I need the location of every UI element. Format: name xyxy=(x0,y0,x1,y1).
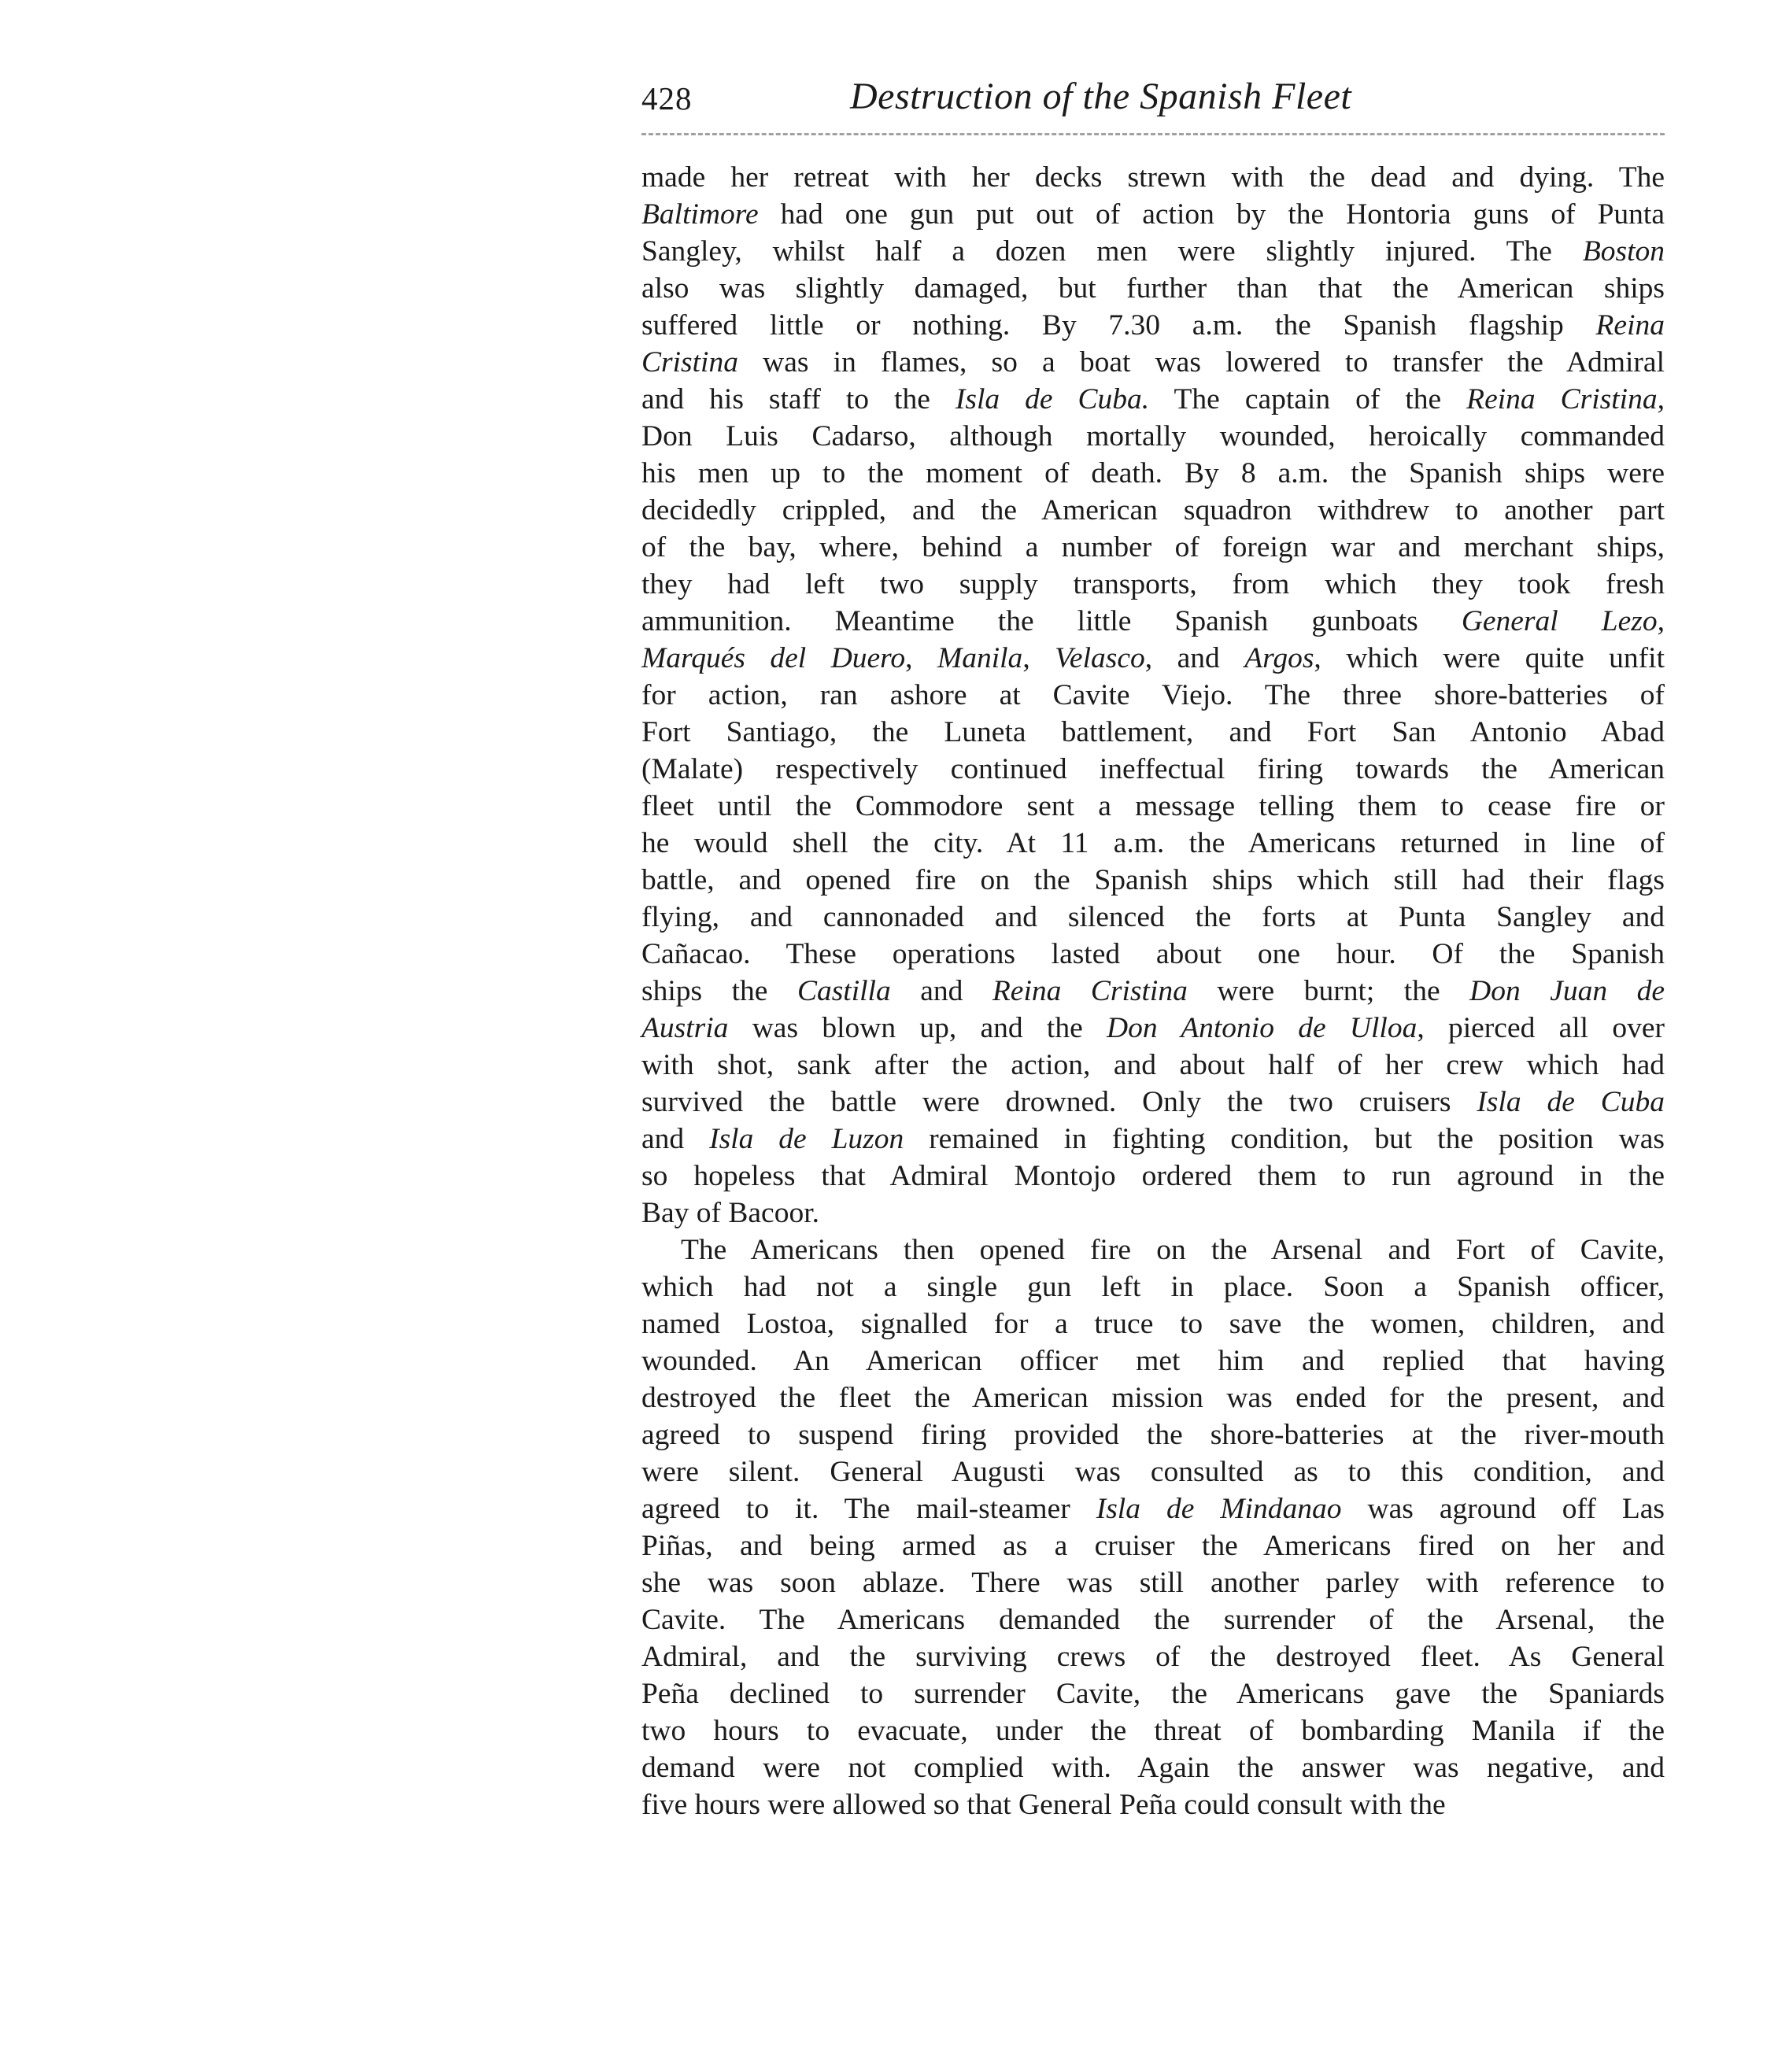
text-line xyxy=(641,714,1665,751)
text-line xyxy=(641,566,1665,603)
italic-ship-name: Velasco xyxy=(1055,642,1145,674)
text-run: demand were not complied with. Again the answer was negative, and xyxy=(641,1752,1665,1784)
text-run: , xyxy=(905,642,937,674)
text-line xyxy=(641,1453,1665,1490)
text-run: his men up to the moment of death. By 8 a.m. the Spanish ships were xyxy=(641,457,1665,489)
text-run: was blown up, and the xyxy=(728,1012,1107,1044)
italic-ship-name: Boston xyxy=(1582,235,1665,268)
page-number: 428 xyxy=(641,80,693,116)
text-run: was in flames, so a boat was lowered to transfer the Admiral xyxy=(737,346,1665,379)
text-line xyxy=(641,1047,1665,1084)
text-run: Fort Santiago, the Luneta battlement, and Fort San Antonio Abad xyxy=(641,716,1665,748)
text-run: battle, and opened fire on the Spanish ships which still had their flags xyxy=(641,864,1665,896)
text-run: decidedly crippled, and the American squadron withdrew to another part xyxy=(641,494,1665,526)
text-line xyxy=(641,1786,1665,1823)
text-run: and xyxy=(890,975,992,1007)
text-line xyxy=(641,1010,1665,1047)
italic-ship-name: Don Antonio de Ulloa xyxy=(1107,1012,1418,1044)
text-run: and xyxy=(641,1123,710,1155)
text-line xyxy=(641,492,1665,529)
text-run: flying, and cannonaded and silenced the forts at Punta Sangley and xyxy=(641,901,1665,933)
italic-ship-name: Reina Cristina xyxy=(992,975,1188,1007)
italic-ship-name: Austria xyxy=(641,1012,729,1044)
text-line xyxy=(641,1638,1665,1675)
text-line xyxy=(641,1306,1665,1343)
text-run: Piñas, and being armed as a cruiser the Americans fired on her and xyxy=(641,1530,1665,1562)
header-rule xyxy=(641,133,1665,135)
text-run: ships the xyxy=(641,975,797,1007)
text-run: fleet until the Commodore sent a message telling them to cease fire or xyxy=(641,790,1665,822)
text-run: agreed to it. The mail-steamer xyxy=(641,1493,1096,1525)
text-run: so hopeless that Admiral Montojo ordered them to run aground in the xyxy=(641,1160,1665,1192)
text-run: Cañacao. These operations lasted about one hour. Of the Spanish xyxy=(641,938,1665,970)
text-line xyxy=(641,1490,1665,1527)
text-run: Don Luis Cadarso, although mortally wounded, heroically commanded xyxy=(641,420,1665,452)
text-run: suffered little or nothing. By 7.30 a.m. the Spanish flagship xyxy=(641,309,1596,342)
text-run: he would shell the city. At 11 a.m. the Americans returned in line of xyxy=(641,827,1665,859)
text-run: Cavite. The Americans demanded the surrender of the Arsenal, the xyxy=(641,1604,1665,1636)
text-run: wounded. An American officer met him and replied that having xyxy=(641,1345,1665,1377)
text-line xyxy=(641,1269,1665,1306)
italic-ship-name: Manila xyxy=(937,642,1023,674)
text-run: named Lostoa, signalled for a truce to save the women, children, and xyxy=(641,1308,1665,1340)
running-title: Destruction of the Spanish Fleet xyxy=(850,76,1352,117)
text-run: survived the battle were drowned. Only the two cruisers xyxy=(641,1086,1477,1118)
book-page xyxy=(641,75,1665,1823)
text-run: was aground off Las xyxy=(1341,1493,1665,1525)
text-run: two hours to evacuate, under the threat of bombarding Manila if the xyxy=(641,1715,1665,1747)
text-run: , and xyxy=(1144,642,1245,674)
italic-ship-name: Isla de Luzon xyxy=(709,1123,904,1155)
text-run: (Malate) respectively continued ineffectual firing towards the American xyxy=(641,753,1665,785)
text-run: were silent. General Augusti was consulted as to this condition, and xyxy=(641,1456,1665,1488)
paragraph xyxy=(641,1232,1665,1823)
text-line xyxy=(641,751,1665,788)
text-line xyxy=(641,381,1665,418)
text-run: she was soon ablaze. There was still another parley with reference to xyxy=(641,1567,1665,1599)
text-run: also was slightly damaged, but further than that the American ships xyxy=(641,272,1665,305)
italic-ship-name: Isla de Cuba. xyxy=(955,383,1150,416)
italic-ship-name: General Lezo, xyxy=(1461,605,1665,637)
text-line xyxy=(641,455,1665,492)
body-text xyxy=(641,159,1665,1823)
text-run: Peña declined to surrender Cavite, the Americans gave the Spaniards xyxy=(641,1678,1665,1710)
paragraph xyxy=(641,159,1665,1232)
text-run: of the bay, where, behind a number of foreign war and merchant ships, xyxy=(641,531,1665,563)
text-line xyxy=(641,1712,1665,1749)
text-run: remained in fighting condition, but the position was xyxy=(904,1123,1665,1155)
text-line xyxy=(641,973,1665,1010)
text-run: The captain of the xyxy=(1149,383,1467,416)
text-run: they had left two supply transports, from which they took fresh xyxy=(641,568,1665,600)
text-run: for action, ran ashore at Cavite Viejo. The three shore-batteries of xyxy=(641,679,1665,711)
text-line xyxy=(641,270,1665,307)
text-line xyxy=(641,1121,1665,1158)
text-run: and his staff to the xyxy=(641,383,955,416)
text-line xyxy=(641,307,1665,344)
text-run: five hours were allowed so that General Peña could consult with the xyxy=(641,1789,1446,1821)
text-run: with shot, sank after the action, and about half of her crew which had xyxy=(641,1049,1665,1081)
text-run: agreed to suspend firing provided the shore-batteries at the river-mouth xyxy=(641,1419,1665,1451)
text-line xyxy=(641,1195,1665,1232)
text-line xyxy=(641,233,1665,270)
text-line xyxy=(641,603,1665,640)
text-line xyxy=(641,788,1665,825)
text-line xyxy=(641,1527,1665,1564)
text-run: Bay of Bacoor. xyxy=(641,1197,819,1229)
text-run: had one gun put out of action by the Hontoria guns of Punta xyxy=(758,198,1665,231)
text-run: The Americans then opened fire on the Arsenal and Fort of Cavite, xyxy=(681,1234,1665,1266)
italic-ship-name: Reina xyxy=(1595,309,1665,342)
text-line xyxy=(641,1675,1665,1712)
text-line xyxy=(641,418,1665,455)
italic-ship-name: Marqués del Duero xyxy=(641,642,906,674)
text-line xyxy=(641,1084,1665,1121)
italic-ship-name: Argos xyxy=(1244,642,1314,674)
text-line xyxy=(641,862,1665,899)
italic-ship-name: Isla de Mindanao xyxy=(1096,1493,1342,1525)
text-run: , which were quite unfit xyxy=(1314,642,1665,674)
text-line xyxy=(641,825,1665,862)
italic-ship-name: Reina Cristina, xyxy=(1466,383,1665,416)
text-run: ammunition. Meantime the little Spanish gunboats xyxy=(641,605,1462,637)
running-head xyxy=(641,75,1665,130)
italic-ship-name: Castilla xyxy=(797,975,891,1007)
text-line xyxy=(641,1232,1665,1269)
text-line xyxy=(641,159,1665,196)
text-run: Sangley, whilst half a dozen men were slightly injured. The xyxy=(641,235,1583,268)
text-run: , xyxy=(1022,642,1055,674)
text-line xyxy=(641,1601,1665,1638)
text-line xyxy=(641,677,1665,714)
text-line xyxy=(641,196,1665,233)
text-line xyxy=(641,1379,1665,1416)
text-line xyxy=(641,1749,1665,1786)
text-line xyxy=(641,1343,1665,1379)
text-run: , pierced all over xyxy=(1417,1012,1665,1044)
italic-ship-name: Don Juan de xyxy=(1469,975,1665,1007)
text-line xyxy=(641,1158,1665,1195)
text-run: which had not a single gun left in place. Soon a Spanish officer, xyxy=(641,1271,1665,1303)
text-line xyxy=(641,936,1665,973)
text-line xyxy=(641,1416,1665,1453)
italic-ship-name: Isla de Cuba xyxy=(1477,1086,1665,1118)
text-run: Admiral, and the surviving crews of the destroyed fleet. As General xyxy=(641,1641,1665,1673)
text-line xyxy=(641,640,1665,677)
text-line xyxy=(641,344,1665,381)
text-run: made her retreat with her decks strewn with the dead and dying. The xyxy=(641,161,1665,194)
text-run: destroyed the fleet the American mission was ended for the present, and xyxy=(641,1382,1665,1414)
text-line xyxy=(641,529,1665,566)
text-run: were burnt; the xyxy=(1187,975,1470,1007)
text-line xyxy=(641,1564,1665,1601)
italic-ship-name: Cristina xyxy=(641,346,738,379)
italic-ship-name: Baltimore xyxy=(641,198,759,231)
text-line xyxy=(641,899,1665,936)
